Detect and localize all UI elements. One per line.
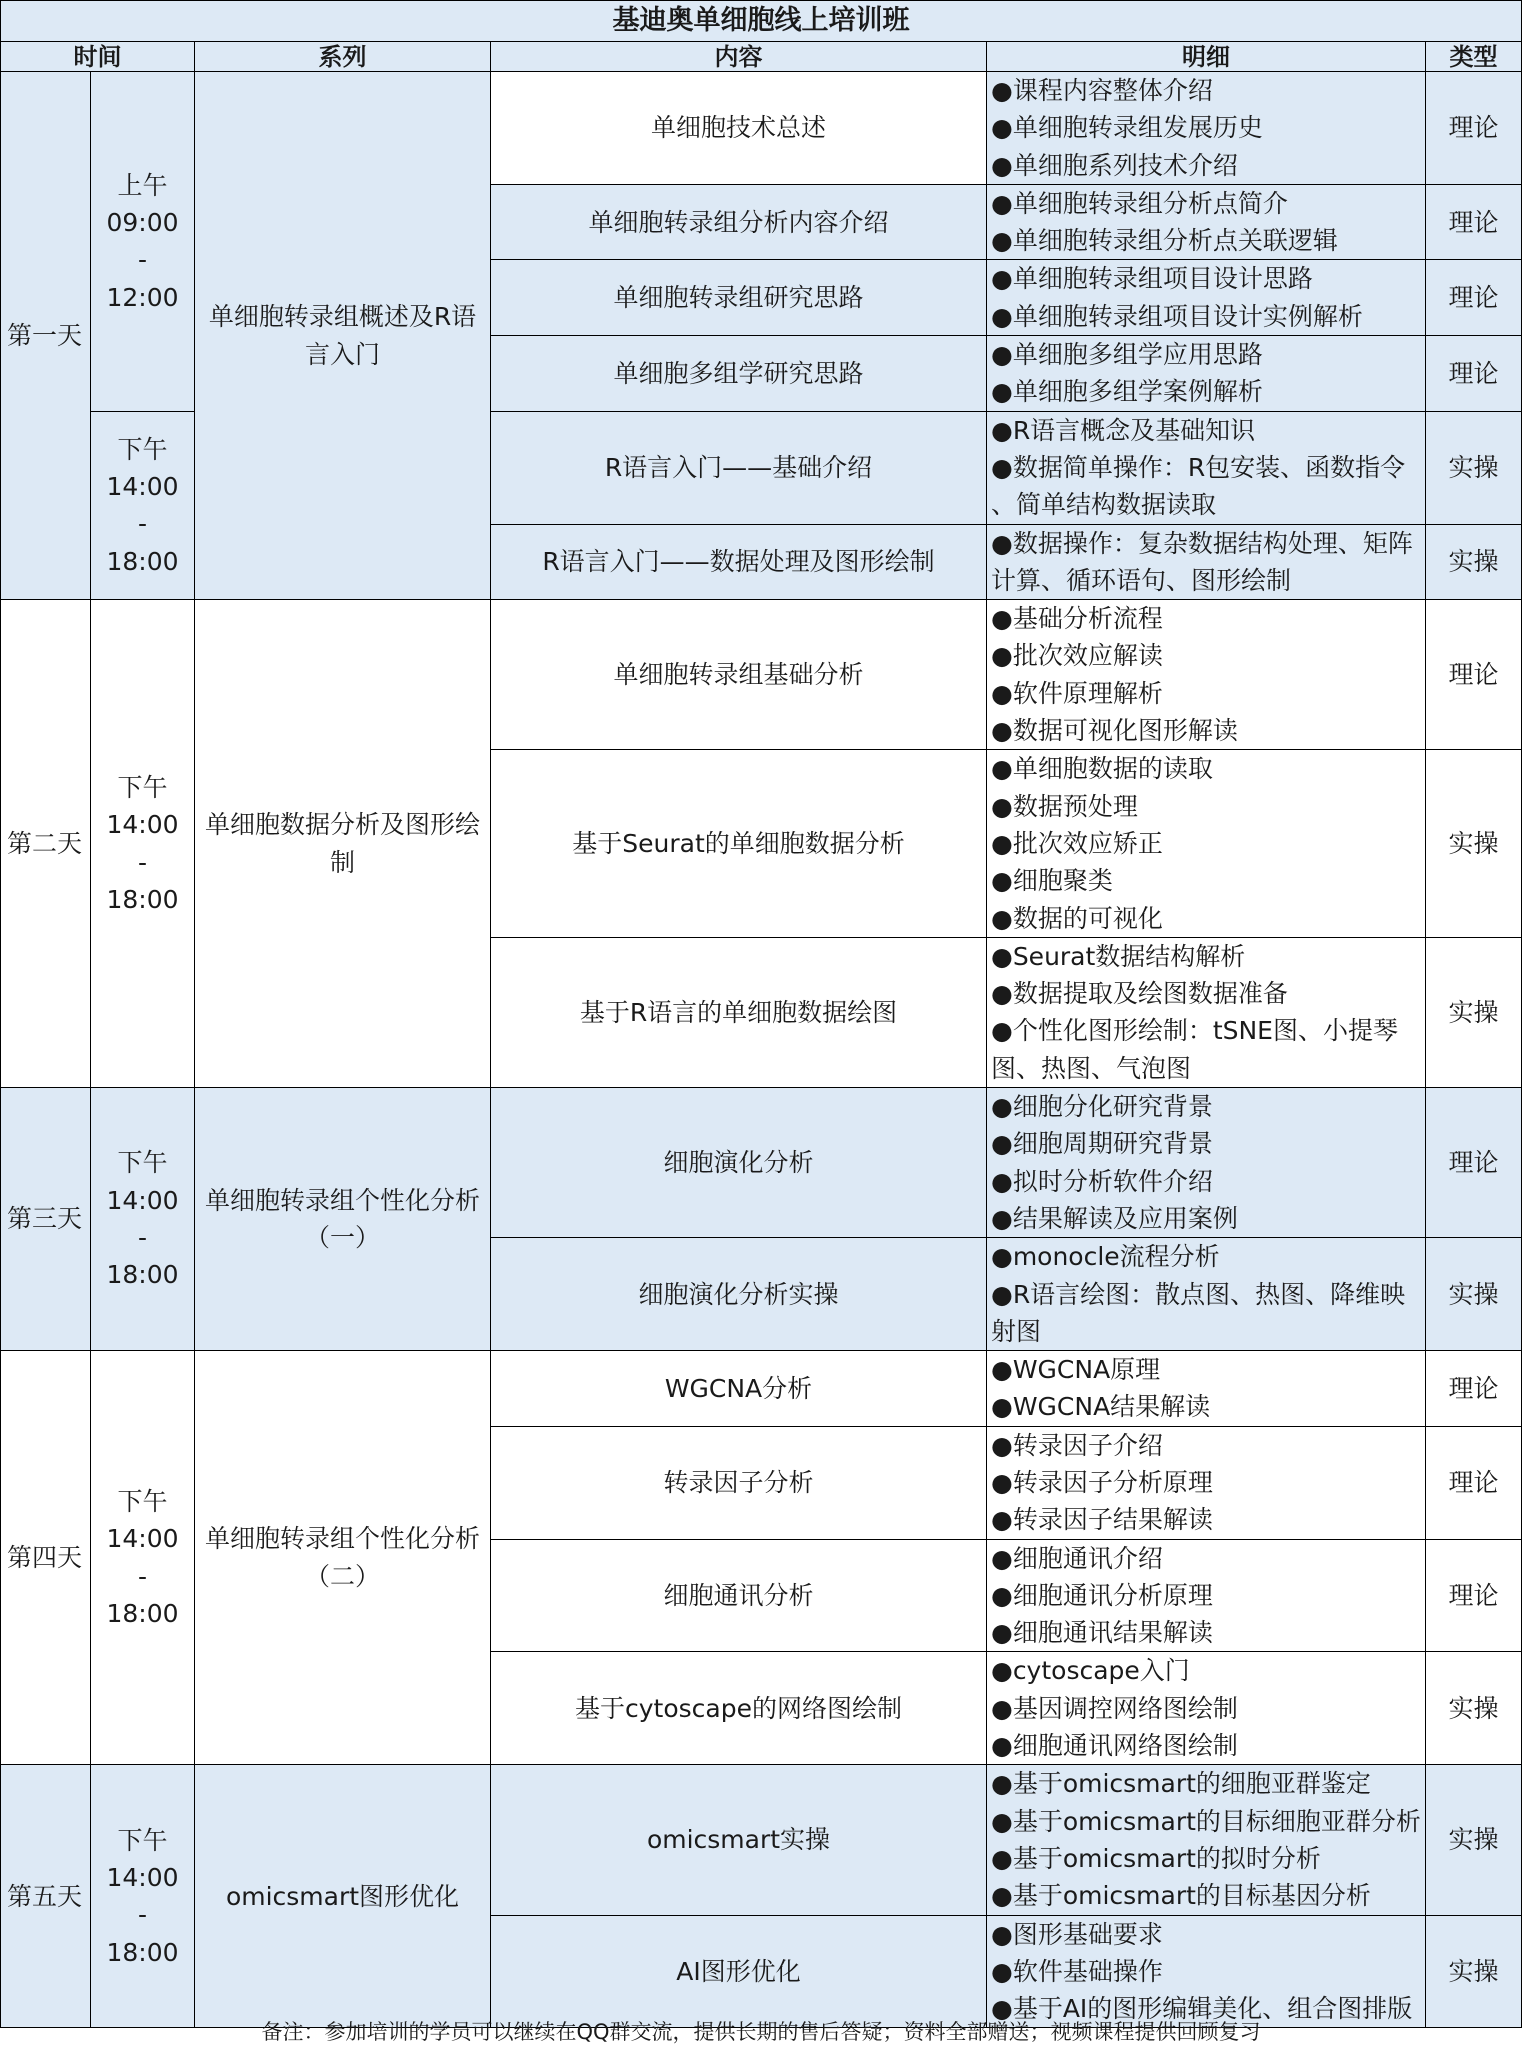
header-content: 内容 (491, 42, 987, 72)
day-label: 第三天 (1, 1088, 91, 1351)
series-cell: 单细胞转录组个性化分析（一） (195, 1088, 491, 1351)
series-cell: 单细胞转录组个性化分析（二） (195, 1351, 491, 1765)
type-cell: 实操 (1426, 937, 1522, 1087)
table-title: 基迪奥单细胞线上培训班 (1, 1, 1522, 42)
time-slot: 下午 14:00 - 18:00 (91, 1351, 195, 1765)
time-slot: 下午 14:00 - 18:00 (91, 1765, 195, 2028)
content-cell: 基于R语言的单细胞数据绘图 (491, 937, 987, 1087)
type-cell: 实操 (1426, 524, 1522, 600)
content-cell: 单细胞技术总述 (491, 72, 987, 185)
detail-cell: ●单细胞转录组分析点简介 ●单细胞转录组分析点关联逻辑 (987, 184, 1426, 260)
type-cell: 理论 (1426, 1539, 1522, 1652)
type-cell: 实操 (1426, 750, 1522, 937)
content-cell: R语言入门——基础介绍 (491, 411, 987, 524)
detail-cell: ●细胞通讯介绍 ●细胞通讯分析原理 ●细胞通讯结果解读 (987, 1539, 1426, 1652)
content-cell: 细胞演化分析实操 (491, 1238, 987, 1351)
detail-cell: ●Seurat数据结构解析 ●数据提取及绘图数据准备 ●个性化图形绘制：tSNE图、小提琴 图、热图、气泡图 (987, 937, 1426, 1087)
type-cell: 理论 (1426, 1426, 1522, 1539)
detail-cell: ●cytoscape入门 ●基因调控网络图绘制 ●细胞通讯网络图绘制 (987, 1652, 1426, 1765)
content-cell: omicsmart实操 (491, 1765, 987, 1915)
content-cell: 转录因子分析 (491, 1426, 987, 1539)
time-slot: 下午 14:00 - 18:00 (91, 411, 195, 599)
content-cell: 单细胞转录组基础分析 (491, 600, 987, 750)
time-slot: 下午 14:00 - 18:00 (91, 600, 195, 1088)
type-cell: 理论 (1426, 184, 1522, 260)
type-cell: 理论 (1426, 72, 1522, 185)
detail-cell: ●单细胞数据的读取 ●数据预处理 ●批次效应矫正 ●细胞聚类 ●数据的可视化 (987, 750, 1426, 937)
series-cell: 单细胞转录组概述及R语言入门 (195, 72, 491, 600)
content-cell: 细胞演化分析 (491, 1088, 987, 1238)
type-cell: 实操 (1426, 1765, 1522, 1915)
detail-cell: ●WGCNA原理 ●WGCNA结果解读 (987, 1351, 1426, 1427)
detail-cell: ●R语言概念及基础知识 ●数据简单操作：R包安装、函数指令 、简单结构数据读取 (987, 411, 1426, 524)
type-cell: 理论 (1426, 336, 1522, 412)
day-label: 第二天 (1, 600, 91, 1088)
header-time: 时间 (1, 42, 195, 72)
content-cell: 单细胞多组学研究思路 (491, 336, 987, 412)
footnote: 备注：参加培训的学员可以继续在QQ群交流，提供长期的售后答疑；资料全部赠送；视频课程提供回顾复习 (261, 2020, 1261, 2044)
type-cell: 实操 (1426, 1915, 1522, 2028)
detail-cell: ●单细胞转录组项目设计思路 ●单细胞转录组项目设计实例解析 (987, 260, 1426, 336)
detail-cell: ●单细胞多组学应用思路 ●单细胞多组学案例解析 (987, 336, 1426, 412)
detail-cell: ●课程内容整体介绍 ●单细胞转录组发展历史 ●单细胞系列技术介绍 (987, 72, 1426, 185)
detail-cell: ●图形基础要求 ●软件基础操作 ●基于AI的图形编辑美化、组合图排版 (987, 1915, 1426, 2028)
series-cell: omicsmart图形优化 (195, 1765, 491, 2028)
detail-cell: ●monocle流程分析 ●R语言绘图：散点图、热图、降维映 射图 (987, 1238, 1426, 1351)
content-cell: 基于cytoscape的网络图绘制 (491, 1652, 987, 1765)
day-label: 第五天 (1, 1765, 91, 2028)
content-cell: AI图形优化 (491, 1915, 987, 2028)
header-series: 系列 (195, 42, 491, 72)
detail-cell: ●数据操作：复杂数据结构处理、矩阵 计算、循环语句、图形绘制 (987, 524, 1426, 600)
detail-cell: ●基于omicsmart的细胞亚群鉴定 ●基于omicsmart的目标细胞亚群分析 ●基于omicsmart的拟时分析 ●基于omicsmart的目标基因分析 (987, 1765, 1426, 1915)
header-type: 类型 (1426, 42, 1522, 72)
detail-cell: ●细胞分化研究背景 ●细胞周期研究背景 ●拟时分析软件介绍 ●结果解读及应用案例 (987, 1088, 1426, 1238)
time-slot: 下午 14:00 - 18:00 (91, 1088, 195, 1351)
day-label: 第四天 (1, 1351, 91, 1765)
type-cell: 实操 (1426, 1652, 1522, 1765)
content-cell: 单细胞转录组分析内容介绍 (491, 184, 987, 260)
content-cell: 单细胞转录组研究思路 (491, 260, 987, 336)
type-cell: 理论 (1426, 260, 1522, 336)
type-cell: 理论 (1426, 1351, 1522, 1427)
type-cell: 实操 (1426, 1238, 1522, 1351)
type-cell: 理论 (1426, 1088, 1522, 1238)
header-detail: 明细 (987, 42, 1426, 72)
time-slot: 上午 09:00 - 12:00 (91, 72, 195, 412)
detail-cell: ●转录因子介绍 ●转录因子分析原理 ●转录因子结果解读 (987, 1426, 1426, 1539)
type-cell: 实操 (1426, 411, 1522, 524)
content-cell: 基于Seurat的单细胞数据分析 (491, 750, 987, 937)
content-cell: 细胞通讯分析 (491, 1539, 987, 1652)
content-cell: R语言入门——数据处理及图形绘制 (491, 524, 987, 600)
series-cell: 单细胞数据分析及图形绘制 (195, 600, 491, 1088)
day-label: 第一天 (1, 72, 91, 600)
content-cell: WGCNA分析 (491, 1351, 987, 1427)
type-cell: 理论 (1426, 600, 1522, 750)
detail-cell: ●基础分析流程 ●批次效应解读 ●软件原理解析 ●数据可视化图形解读 (987, 600, 1426, 750)
